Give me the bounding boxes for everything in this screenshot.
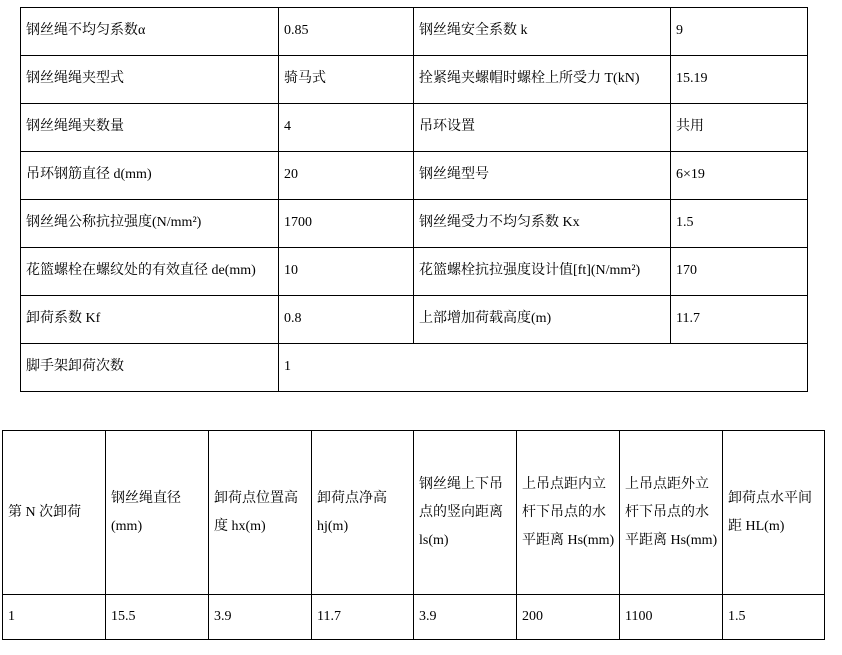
unloading-table: [2, 430, 825, 640]
param-value: 20: [279, 152, 414, 200]
parameter-table: [20, 7, 808, 392]
data-cell: 3.9: [414, 595, 517, 640]
param-value: 6×19: [671, 152, 808, 200]
param-value: 1700: [279, 200, 414, 248]
param-value: 4: [279, 104, 414, 152]
param-label: 钢丝绳绳夹型式: [21, 56, 279, 104]
param-label: 拴紧绳夹螺帽时螺栓上所受力 T(kN): [414, 56, 671, 104]
param-label: 钢丝绳不均匀系数α: [21, 8, 279, 56]
header-cell: 卸荷点水平间距 HL(m): [723, 431, 825, 595]
table-row: [21, 8, 808, 56]
param-label: 脚手架卸荷次数: [21, 344, 279, 392]
data-cell: 1100: [620, 595, 723, 640]
data-cell: 11.7: [312, 595, 414, 640]
param-value: 1.5: [671, 200, 808, 248]
header-cell: 卸荷点净高 hj(m): [312, 431, 414, 595]
table-row: [21, 104, 808, 152]
param-label: 花篮螺栓抗拉强度设计值[ft](N/mm²): [414, 248, 671, 296]
param-value: 15.19: [671, 56, 808, 104]
param-value: 骑马式: [279, 56, 414, 104]
param-label: 吊环钢筋直径 d(mm): [21, 152, 279, 200]
param-label: 卸荷系数 Kf: [21, 296, 279, 344]
param-value: 170: [671, 248, 808, 296]
table-row: [21, 296, 808, 344]
data-cell: 1: [3, 595, 106, 640]
param-label: 花篮螺栓在螺纹处的有效直径 de(mm): [21, 248, 279, 296]
header-row: [3, 431, 825, 595]
param-label: 钢丝绳绳夹数量: [21, 104, 279, 152]
param-value: 9: [671, 8, 808, 56]
param-value: 10: [279, 248, 414, 296]
table-row: [21, 200, 808, 248]
table-row: [21, 344, 808, 392]
table-row: [21, 56, 808, 104]
param-label: 钢丝绳型号: [414, 152, 671, 200]
param-value: 1: [279, 344, 808, 392]
data-cell: 200: [517, 595, 620, 640]
header-cell: 第 N 次卸荷: [3, 431, 106, 595]
table-row: [21, 152, 808, 200]
header-cell: 钢丝绳上下吊点的竖向距离 ls(m): [414, 431, 517, 595]
param-value: 0.8: [279, 296, 414, 344]
data-cell: 15.5: [106, 595, 209, 640]
table-row: [3, 595, 825, 640]
param-value: 共用: [671, 104, 808, 152]
header-cell: 卸荷点位置高度 hx(m): [209, 431, 312, 595]
header-cell: 上吊点距外立杆下吊点的水平距离 Hs(mm): [620, 431, 723, 595]
param-value: 0.85: [279, 8, 414, 56]
header-cell: 上吊点距内立杆下吊点的水平距离 Hs(mm): [517, 431, 620, 595]
data-cell: 3.9: [209, 595, 312, 640]
table-row: [21, 248, 808, 296]
param-label: 钢丝绳受力不均匀系数 Kx: [414, 200, 671, 248]
param-label: 上部增加荷载高度(m): [414, 296, 671, 344]
param-label: 钢丝绳公称抗拉强度(N/mm²): [21, 200, 279, 248]
param-label: 吊环设置: [414, 104, 671, 152]
param-label: 钢丝绳安全系数 k: [414, 8, 671, 56]
param-value: 11.7: [671, 296, 808, 344]
header-cell: 钢丝绳直径(mm): [106, 431, 209, 595]
data-cell: 1.5: [723, 595, 825, 640]
